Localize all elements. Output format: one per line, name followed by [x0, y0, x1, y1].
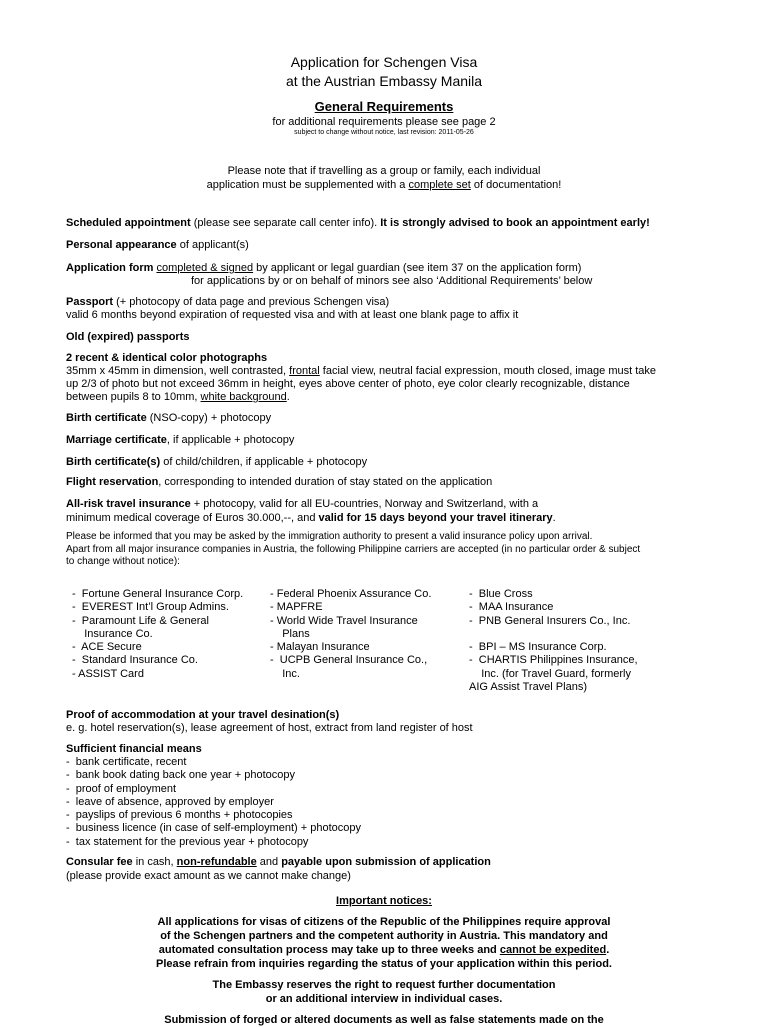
list-item: - World Wide Travel Insurance	[270, 614, 418, 627]
fee-text-b: and	[256, 856, 282, 868]
req-marriage-certificate	[66, 434, 294, 447]
appointment-label: Scheduled appointment	[66, 217, 191, 229]
insurers-column-2	[270, 588, 431, 681]
marriage-text: , if applicable + photocopy	[166, 434, 295, 446]
list-item: Inc.	[270, 667, 300, 680]
req-birth-certificate	[66, 412, 271, 425]
marriage-label: Marriage certificate	[66, 434, 167, 446]
appointment-text: (please see separate call center info).	[190, 217, 381, 229]
section-title: General Requirements	[314, 99, 454, 114]
list-item: - Federal Phoenix Assurance Co.	[270, 588, 432, 600]
list-item: - Standard Insurance Co.	[72, 654, 198, 667]
accommodation-text: e. g. hotel reservation(s), lease agreement of host, extract from land register of host	[66, 722, 473, 734]
group-note-suffix: of documentation!	[470, 179, 562, 191]
insurance-text: + photocopy, valid for all EU-countries, Norway and Switzerland, with a	[190, 498, 539, 510]
appearance-label: Personal appearance	[66, 239, 177, 251]
insurance-validity: valid for 15 days beyond your travel itinerary	[318, 512, 553, 524]
list-item: - MAA Insurance	[469, 601, 554, 614]
fee-non-refundable: non-refundable	[176, 856, 257, 868]
insurance-end: .	[552, 512, 556, 524]
list-item: - bank book dating back one year + photocopy	[66, 769, 296, 782]
insurance-label: All-risk travel insurance	[66, 498, 191, 510]
list-item: - PNB General Insurers Co., Inc.	[469, 614, 631, 627]
insurance-note-2: Apart from all major insurance companies in Austria, the following Philippine carriers are accepted (in no particular order & subject	[66, 544, 641, 555]
list-item: - BPI – MS Insurance Corp.	[469, 641, 607, 654]
notice-p2-line-1: The Embassy reserves the right to request further documentation	[212, 979, 556, 991]
child-label: Birth certificate(s)	[66, 456, 161, 468]
list-item: - payslips of previous 6 months + photocopies	[66, 809, 293, 822]
accommodation-label: Proof of accommodation at your travel desination(s)	[66, 709, 340, 721]
list-item: - ASSIST Card	[72, 667, 144, 680]
insurance-coverage: minimum medical coverage of Euros 30.000,--, and	[66, 512, 319, 524]
group-note-line-1: Please note that if travelling as a group or family, each individual	[227, 165, 541, 177]
fee-payable: payable upon submission of application	[281, 856, 491, 868]
financial-label: Sufficient financial means	[66, 743, 202, 755]
form-underlined: completed & signed	[156, 262, 254, 274]
form-label: Application form	[66, 262, 154, 274]
photos-white-background: white background	[200, 391, 287, 403]
req-passport	[66, 296, 389, 309]
list-item: Insurance Co.	[72, 627, 153, 640]
req-old-passports: Old (expired) passports	[66, 331, 190, 343]
req-insurance	[66, 498, 538, 511]
list-item: - proof of employment	[66, 782, 177, 795]
birth-text: (NSO-copy) + photocopy	[146, 412, 272, 424]
photos-text-a: 35mm x 45mm in dimension, well contrasted,	[66, 365, 290, 377]
list-spacer	[469, 628, 638, 641]
insurance-note-1: Please be informed that you may be asked by the immigration authority to present a valid insurance policy upon arrival.	[66, 531, 593, 542]
notices-title: Important notices:	[336, 895, 432, 907]
req-passport-line-2: valid 6 months beyond expiration of requested visa and with at least one blank page to affix it	[66, 309, 519, 321]
list-item: - EVEREST Int’l Group Admins.	[72, 601, 229, 614]
passport-label: Passport	[66, 296, 114, 308]
notice-p1-line-3	[0, 944, 768, 957]
revision-note: subject to change without notice, last revision: 2011-05-26	[294, 129, 474, 136]
photos-text-b: facial view, neutral facial expression, mouth closed, image must take	[319, 365, 657, 377]
req-flight	[66, 476, 492, 489]
req-photos-label: 2 recent & identical color photographs	[66, 352, 268, 364]
req-appearance	[66, 239, 249, 252]
notice-p1-text: automated consultation process may take up to three weeks and	[158, 944, 500, 956]
flight-label: Flight reservation	[66, 476, 159, 488]
list-item: - Blue Cross	[469, 588, 533, 600]
list-item: - business licence (in case of self-employment) + photocopy	[66, 822, 362, 835]
fee-label: Consular fee	[66, 856, 133, 868]
req-insurance-line-2	[66, 512, 556, 525]
insurers-column-1	[72, 588, 243, 681]
notice-p1-end: .	[606, 944, 610, 956]
child-text: of child/children, if applicable + photocopy	[160, 456, 368, 468]
list-item: - Malayan Insurance	[270, 641, 370, 654]
title-line-2: at the Austrian Embassy Manila	[285, 73, 483, 89]
list-item: - Paramount Life & General	[72, 614, 209, 627]
list-item: - leave of absence, approved by employer	[66, 795, 274, 808]
list-item: - CHARTIS Philippines Insurance,	[469, 654, 638, 667]
req-application-form	[66, 262, 581, 275]
req-photos-line-1	[66, 365, 656, 378]
financial-list	[66, 756, 361, 849]
req-child-birth-certificate	[66, 456, 367, 469]
list-item: - UCPB General Insurance Co.,	[270, 654, 428, 667]
form-text: by applicant or legal guardian (see item 37 on the application form)	[253, 262, 582, 274]
list-item: Inc. (for Travel Guard, formerly	[469, 667, 631, 680]
fee-line-2: (please provide exact amount as we cannot make change)	[66, 870, 351, 882]
fee-text-a: in cash,	[132, 856, 177, 868]
notice-p1-line-2: of the Schengen partners and the competent authority in Austria. This mandatory and	[160, 930, 608, 942]
list-item: - Fortune General Insurance Corp.	[72, 588, 244, 600]
group-note-line-2	[0, 179, 768, 192]
list-item: Plans	[270, 627, 310, 640]
title-line-1: Application for Schengen Visa	[290, 54, 478, 70]
list-item: - ACE Secure	[72, 641, 142, 654]
subtitle: for additional requirements please see page 2	[272, 116, 496, 128]
photos-underlined: frontal	[289, 365, 320, 377]
photos-line3-text: between pupils 8 to 10mm,	[66, 391, 201, 403]
flight-text: , corresponding to intended duration of stay stated on the application	[158, 476, 493, 488]
birth-label: Birth certificate	[66, 412, 147, 424]
insurers-column-3	[469, 588, 638, 694]
notice-p1-line-1: All applications for visas of citizens of the Republic of the Philippines require approval	[157, 916, 611, 928]
group-note-underlined: complete set	[408, 179, 471, 191]
notice-cannot-be-expedited: cannot be expedited	[499, 944, 607, 956]
notice-p3-line-1: Submission of forged or altered documents as well as false statements made on the	[164, 1014, 604, 1026]
insurance-note-3: to change without notice):	[66, 556, 180, 567]
appointment-advice: It is strongly advised to book an appointment early!	[380, 217, 650, 229]
list-item: - bank certificate, recent	[66, 756, 187, 768]
req-photos-line-2: up 2/3 of photo but not exceed 36mm in height, eyes above center of photo, eye color clearly recognizable, distance	[66, 378, 630, 390]
list-item: AIG Assist Travel Plans)	[469, 681, 587, 694]
notice-p2-line-2: or an additional interview in individual cases.	[265, 993, 503, 1005]
req-application-form-line-2: for applications by or on behalf of minors see also ‘Additional Requirements’ below	[191, 275, 593, 287]
notice-p1-line-4: Please refrain from inquiries regarding the status of your application within this period.	[156, 958, 612, 970]
req-appointment	[66, 217, 650, 230]
list-item: - MAPFRE	[270, 601, 323, 614]
fee-line-1	[66, 856, 491, 869]
group-note-text: application must be supplemented with a	[206, 179, 409, 191]
passport-text: (+ photocopy of data page and previous Schengen visa)	[113, 296, 390, 308]
photos-line3-end: .	[286, 391, 290, 403]
appearance-text: of applicant(s)	[176, 239, 249, 251]
req-photos-line-3	[66, 391, 290, 404]
list-item: - tax statement for the previous year + photocopy	[66, 835, 309, 848]
